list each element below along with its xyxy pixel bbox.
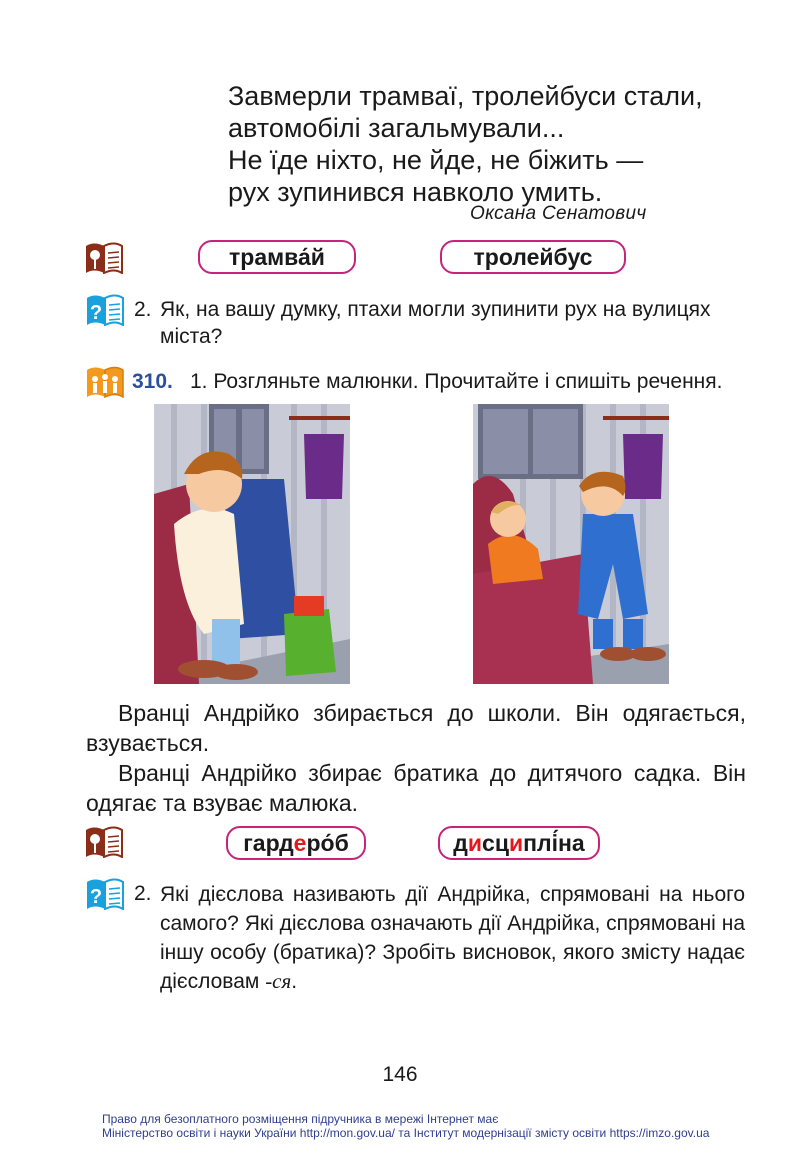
svg-text:?: ? xyxy=(89,886,103,908)
poem-author: Оксана Сенатович xyxy=(470,203,647,224)
word-part: гард xyxy=(243,829,294,856)
question-2-block xyxy=(160,880,745,996)
vocab-word-tramvai: трамва́й xyxy=(198,240,356,274)
question-book-icon xyxy=(86,876,124,910)
question-number: 2. xyxy=(134,298,152,321)
word-part: сц xyxy=(482,829,509,856)
footer-line-1: Право для безоплатного розміщення підручника в мережі Інтернет має xyxy=(102,1112,499,1126)
question-book-icon xyxy=(86,292,124,326)
vocab-word-dystsyplina xyxy=(438,826,600,860)
svg-text:?: ? xyxy=(89,302,103,324)
sentence-2: Вранці Андрійко збирає братика до дитячого садка. Він одягає та взуває малюка. xyxy=(86,760,746,816)
group-work-icon xyxy=(86,364,124,398)
question-text: Які дієслова називають дії Андрійка, спрямовані на нього самого? Які дієслова означають дії Андрійка, спрямовані на іншу особу (братика)? Зробіть висновок, якого змісту надає дієсловам xyxy=(160,883,745,993)
poem-line: автомобілі загальмували... xyxy=(228,113,565,143)
vocabulary-book-icon xyxy=(85,240,123,274)
word-part: плі́на xyxy=(523,829,585,856)
exercise-text: 1. Розгляньте малюнки. Прочитайте і спишіть речення. xyxy=(190,370,723,393)
poem-line: Завмерли трамваї, тролейбуси стали, xyxy=(228,81,703,111)
word-part: д xyxy=(453,829,468,856)
question-end: . xyxy=(291,970,298,993)
vocabulary-book-icon xyxy=(85,824,123,858)
sentence-1: Вранці Андрійко збирається до школи. Він одягається, взувається. xyxy=(86,700,746,756)
illustration-boy-dressing-brother xyxy=(473,404,669,684)
word-part: ро́б xyxy=(306,829,349,856)
word-part-highlight: и xyxy=(467,829,483,856)
word-part-highlight: е xyxy=(293,829,307,856)
suffix-example: -ся xyxy=(265,969,292,993)
illustration-boy-dressing xyxy=(154,404,350,684)
poem-line: рух зупинився навколо умить. xyxy=(228,177,603,207)
poem xyxy=(228,80,703,208)
footer-line-2: Міністерство освіти і науки України http://mon.gov.ua/ та Інститут модернізації змісту освіти https://imzo.gov.ua xyxy=(102,1126,710,1140)
page-number: 146 xyxy=(382,1063,418,1086)
question-number: 2. xyxy=(134,882,152,905)
poem-line: Не їде ніхто, не йде, не біжить — xyxy=(228,145,644,175)
vocab-word-garderob xyxy=(226,826,366,860)
vocab-word-troleibus: тролейбус xyxy=(440,240,626,274)
word-part-highlight: и xyxy=(508,829,524,856)
exercise-number: 310. xyxy=(132,370,173,393)
question-text: Як, на вашу думку, птахи могли зупинити рух на вулицях міста? xyxy=(160,298,711,348)
